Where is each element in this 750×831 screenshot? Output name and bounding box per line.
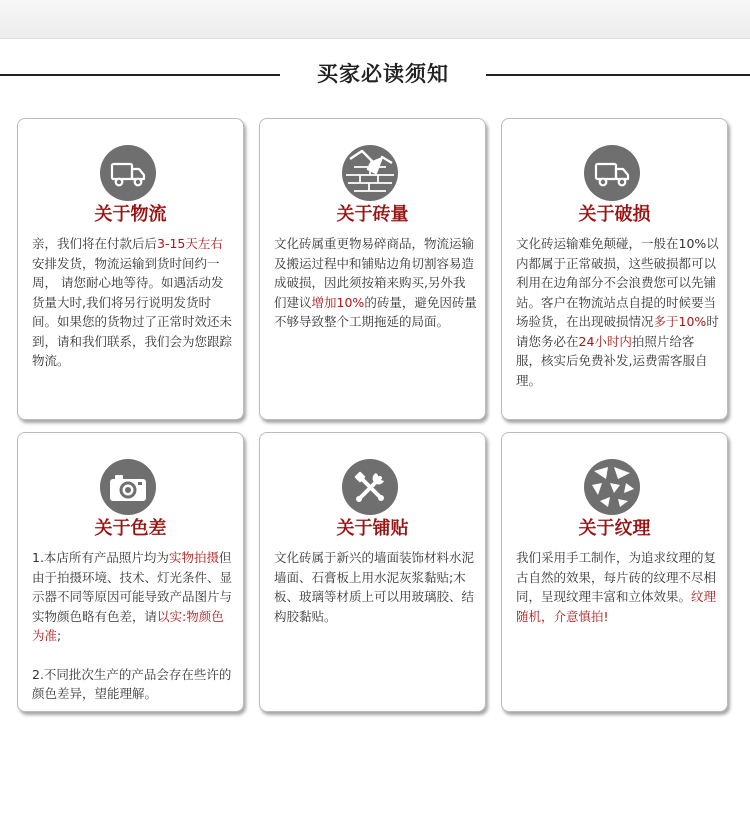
text-segment: 亲，我们将在付款后后: [32, 236, 158, 251]
top-band: [0, 0, 750, 39]
text-segment: 文化砖运输难免颠碰，一般在10%以内都属于正常破损，这些破损都可以利用在边角部分不会浪费您可以先铺站。客户在物流站点自提的时候要当场验货，在出现破损情况: [516, 236, 719, 329]
card-damage: [501, 118, 728, 420]
card-body: [516, 548, 719, 626]
card-logistics: [17, 118, 244, 420]
text-segment: 时请您务必在: [516, 314, 719, 349]
card-title: 关于破损: [578, 204, 651, 225]
camera-icon: [100, 459, 156, 515]
broken-brick-icon: [342, 145, 398, 201]
text-segment: ;: [57, 628, 62, 643]
card-title: 关于色差: [94, 518, 167, 539]
text-segment: 安排发货，物流运输到货时间约一周， 请您耐心地等待。如遇活动发货量大时,我们将另行说明发货时间。如果您的货物过了正常时效还未到，请和我们联系，我们会为您跟踪物流。: [32, 255, 233, 368]
paragraph-gap: [32, 646, 235, 665]
tools-icon: [342, 459, 398, 515]
truck-icon: [584, 145, 640, 201]
text-segment: 文化砖属于新兴的墙面装饰材料水泥墙面、石膏板上用水泥灰浆黏贴;木板、玻璃等材质上可以用玻璃胶、结构胶黏贴。: [274, 550, 475, 624]
highlight-text: 实物拍摄: [168, 550, 219, 565]
paragraph: [32, 665, 235, 704]
card-installation: [259, 432, 486, 712]
highlight-text: 3-15天左右: [157, 236, 223, 251]
header-rule-left: [0, 74, 280, 76]
text-segment: 的砖量，避免因砖量不够导致整个工期拖延的局面。: [274, 294, 477, 329]
header-rule-right: [486, 74, 750, 76]
section-header: [0, 56, 750, 92]
card-title: 关于砖量: [336, 204, 409, 225]
page-title: 买家必读须知: [317, 62, 449, 86]
highlight-text: 纹理随机，介意慎拍!: [516, 589, 717, 624]
text-segment: 2.不同批次生产的产品会存在些许的颜色差异，望能理解。: [32, 666, 232, 701]
card-body: [32, 234, 235, 371]
card-title: 关于纹理: [578, 518, 651, 539]
highlight-text: 以实:物颜色为准: [32, 608, 224, 643]
card-body: [274, 548, 477, 626]
text-segment: 但由于拍摄环境、技术、灯光条件、显示器不同等原因可能导致产品图片与实物颜色略有色差，请: [32, 550, 233, 624]
card-body: [32, 548, 235, 704]
truck-icon: [100, 145, 156, 201]
paragraph: [32, 548, 235, 646]
card-body: [516, 234, 719, 390]
card-color-difference: [17, 432, 244, 712]
text-segment: 我们采用手工制作，为追求纹理的复古自然的效果，每片砖的纹理不尽相同，呈现纹理丰富和立体效果。: [516, 550, 717, 604]
highlight-text: 多于10%: [653, 314, 707, 329]
card-brick-quantity: [259, 118, 486, 420]
text-segment: 拍照片给客服，核实后免费补发,运费需客服自理。: [516, 333, 708, 388]
highlight-text: 24小时内: [578, 333, 632, 349]
card-body: [274, 234, 477, 332]
card-texture: [501, 432, 728, 712]
card-title: 关于物流: [94, 204, 167, 225]
texture-icon: [584, 459, 640, 515]
card-title: 关于铺贴: [336, 518, 409, 539]
highlight-text: 增加10%: [311, 294, 365, 310]
text-segment: 文化砖属重更物易碎商品，物流运输及搬运过程中和铺贴边角切割容易造成破损，因此须按箱来购买,另外我们建议: [274, 236, 475, 310]
text-segment: 1.本店所有产品照片均为: [32, 550, 169, 565]
